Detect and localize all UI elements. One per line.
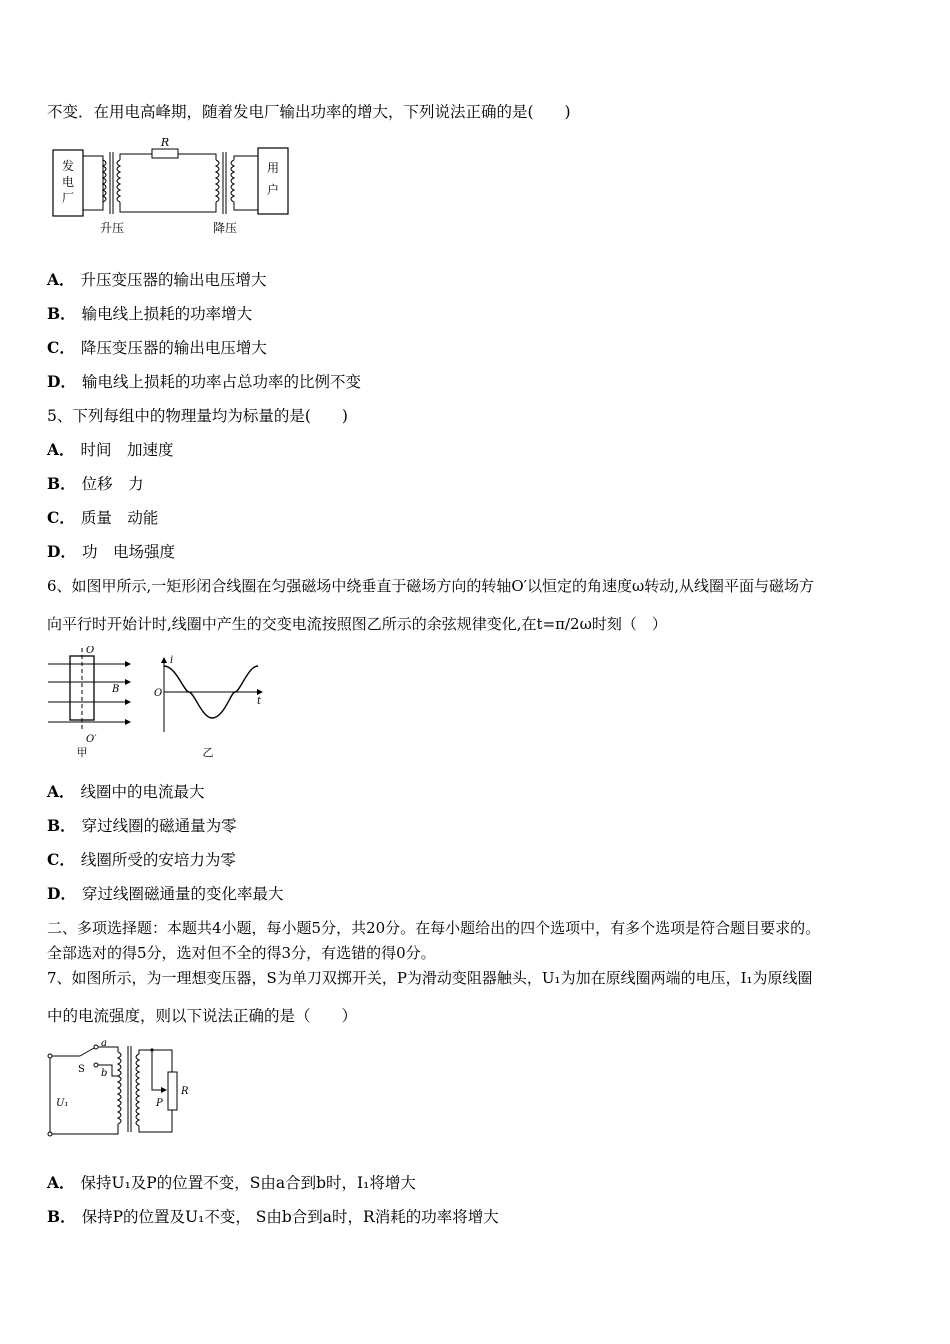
resistor-r-label: R <box>181 1086 189 1097</box>
plant-char-2: 电 <box>61 175 75 189</box>
step-up-label: 升压 <box>99 221 125 235</box>
q4-option-a[interactable]: A． 升压变压器的输出电压增大 <box>47 270 267 289</box>
q5-option-a[interactable]: A． 时间 加速度 <box>47 440 174 459</box>
q6-option-a[interactable]: A． 线圈中的电流最大 <box>47 782 205 801</box>
q6-stem-line2: 向平行时开始计时,线圈中产生的交变电流按照图乙所示的余弦规律变化,在t=π/2ω时刻（ ） <box>47 615 667 633</box>
section2-line2: 全部选对的得5分，选对但不全的得3分，有选错的得0分。 <box>47 944 436 962</box>
q7-option-b[interactable]: B． 保持P的位置及U₁不变， S由b合到a时，R消耗的功率将增大 <box>47 1207 499 1226</box>
q5-option-b[interactable]: B． 位移 力 <box>47 474 144 493</box>
field-b-label: B <box>112 684 120 695</box>
q4-option-b[interactable]: B． 输电线上损耗的功率增大 <box>47 304 253 323</box>
caption-b: 乙 <box>202 746 214 759</box>
q5-stem: 5、下列每组中的物理量均为标量的是( ) <box>47 407 348 425</box>
resistor-label: R <box>160 136 170 149</box>
q6-option-c[interactable]: C． 线圈所受的安培力为零 <box>47 850 236 869</box>
q6-stem-line1: 6、如图甲所示,一矩形闭合线圈在匀强磁场中绕垂直于磁场方向的转轴O′以恒定的角速度ω转动,从线圈平面与磁场方 <box>47 577 815 595</box>
step-down-label: 降压 <box>212 221 238 235</box>
q6-option-b[interactable]: B． 穿过线圈的磁通量为零 <box>47 816 237 835</box>
contact-b-label: b <box>101 1068 108 1079</box>
user-char-1: 用 <box>266 161 280 175</box>
contact-a-label: a <box>101 1038 107 1049</box>
u1-label: U₁ <box>56 1098 69 1109</box>
q4-option-c[interactable]: C． 降压变压器的输出电压增大 <box>47 338 267 357</box>
q6-option-d[interactable]: D． 穿过线圈磁通量的变化率最大 <box>47 884 284 903</box>
transformer-switch-diagram <box>42 1036 202 1140</box>
switch-s-label: S <box>78 1064 85 1075</box>
section2-line1: 二、多项选择题：本题共4小题，每小题5分，共20分。在每小题给出的四个选项中，有多个选项是符合题目要求的。 <box>47 919 821 937</box>
i-axis-label: i <box>170 655 174 666</box>
axis-o-bottom: O′ <box>86 734 97 745</box>
q7-stem-line1: 7、如图所示，为一理想变压器，S为单刀双掷开关，P为滑动变阻器触头，U₁为加在原线圈两端的电压，I₁为原线圈 <box>47 969 813 987</box>
plant-char-3: 厂 <box>61 191 75 205</box>
q5-option-d[interactable]: D． 功 电场强度 <box>47 542 175 561</box>
power-transmission-diagram <box>48 136 298 236</box>
coil-and-current-diagram <box>44 646 274 760</box>
origin-label: O <box>154 688 163 699</box>
q7-option-a[interactable]: A． 保持U₁及P的位置不变，S由a合到b时，I₁将增大 <box>47 1173 416 1192</box>
q7-stem-line2: 中的电流强度，则以下说法正确的是（ ） <box>47 1007 358 1025</box>
q4-stem: 不变．在用电高峰期，随着发电厂输出功率的增大，下列说法正确的是( ) <box>47 103 571 121</box>
slider-p-label: P <box>156 1098 163 1109</box>
q4-option-d[interactable]: D． 输电线上损耗的功率占总功率的比例不变 <box>47 372 361 391</box>
plant-char-1: 发 <box>61 159 75 173</box>
q5-option-c[interactable]: C． 质量 动能 <box>47 508 159 527</box>
user-char-2: 户 <box>266 183 280 197</box>
t-axis-label: t <box>257 696 262 707</box>
caption-a: 甲 <box>76 746 88 759</box>
axis-o-top: O <box>86 646 95 656</box>
